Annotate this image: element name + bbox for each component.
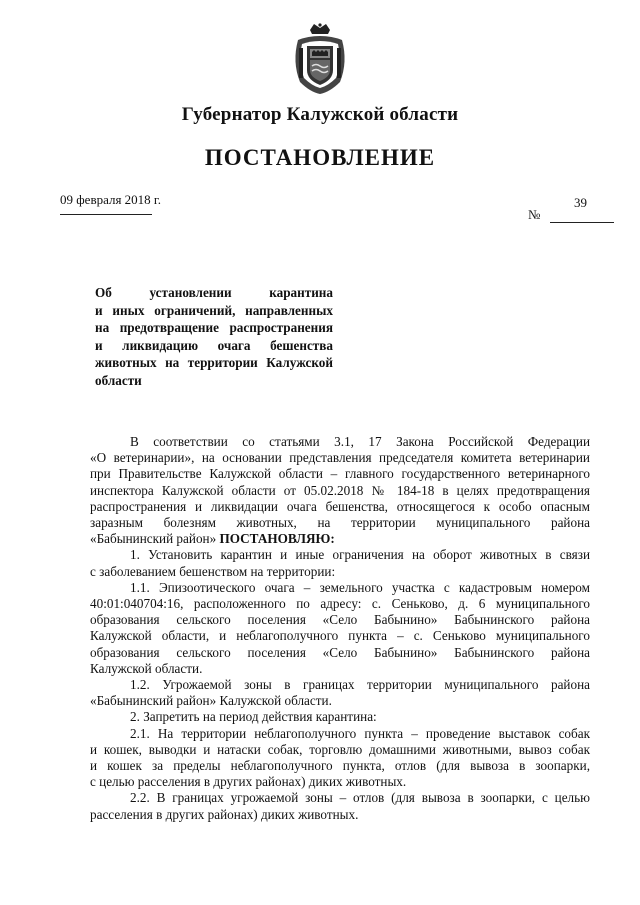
district-name: «Бабынинский район» xyxy=(90,531,217,547)
preamble-line xyxy=(90,531,590,547)
paragraph-line: образования сельского поселения «Село Бабынино» Бабынинского района xyxy=(90,644,590,660)
paragraph-line: и кошек, выводки и натаски собак, торговлю домашними животными, вывоз собак xyxy=(90,741,590,757)
preamble-line: В соответствии со статьями 3.1, 17 Закона Российской Федерации xyxy=(130,434,590,449)
paragraph-1-1 xyxy=(90,580,590,677)
preamble-line: инспектора Калужской области от 05.02.2018 № 184-18 в целях предотвращения xyxy=(90,482,590,498)
paragraph-line: 2.2. В границах угрожаемой зоны – отлов (для вывоза в зоопарки, с целью xyxy=(130,790,590,806)
paragraph-2-1 xyxy=(90,726,590,791)
paragraph-line: 2. Запретить на период действия карантина: xyxy=(130,709,377,725)
number-underline xyxy=(550,222,614,223)
coat-of-arms-icon xyxy=(290,22,350,96)
subject-line: и иных ограничений, направленных xyxy=(95,302,333,318)
decree-word: ПОСТАНОВЛЯЮ: xyxy=(219,531,335,547)
paragraph-line: и кошек за пределы неблагополучного пункта, отлов (для вывоза в зоопарки, xyxy=(90,758,590,774)
preamble xyxy=(90,434,590,547)
paragraph-2-2 xyxy=(90,790,590,822)
document-subject xyxy=(95,284,333,389)
paragraph-line: 40:01:040704:16, расположенного по адресу: с. Сеньково, д. 6 муниципального xyxy=(90,596,590,612)
subject-line: области xyxy=(95,372,142,388)
paragraph-line: 1.1. Эпизоотического очага – земельного участка с кадастровым номером xyxy=(130,579,590,595)
paragraph-line: 1. Установить карантин и иные ограничения на оборот животных в связи xyxy=(130,547,590,563)
preamble-line: распространения и ликвидации очага бешенства, относящегося к особо опасным xyxy=(90,498,590,514)
paragraph-line: 1.2. Угрожаемой зоны в границах территории муниципального района xyxy=(130,677,590,693)
preamble-line: заразным болезням животных, на территории муниципального района xyxy=(90,515,590,531)
paragraph-line: Калужской области. xyxy=(90,660,203,676)
paragraph-line: расселения в других районах) диких животных. xyxy=(90,806,359,822)
document-number: 39 xyxy=(574,195,587,210)
subject-line: Об установлении карантина xyxy=(95,285,333,300)
paragraph-line: «Бабынинский район» Калужской области. xyxy=(90,693,332,709)
paragraph-1-2 xyxy=(90,677,590,709)
paragraph-line: образования сельского поселения «Село Бабынино» Бабынинского района xyxy=(90,612,590,628)
document-body xyxy=(90,434,590,823)
paragraph-line: 2.1. На территории неблагополучного пункта – проведение выставок собак xyxy=(130,725,590,741)
subject-line: и ликвидацию очага бешенства xyxy=(95,337,333,353)
document-type: ПОСТАНОВЛЕНИЕ xyxy=(204,145,436,170)
number-label: № xyxy=(528,207,541,222)
paragraph-2 xyxy=(90,709,590,725)
paragraph-line: с заболеванием бешенством на территории: xyxy=(90,563,336,579)
issuing-authority: Губернатор Калужской области xyxy=(181,104,459,125)
preamble-line: при Правительстве Калужской области – главного государственного ветеринарного xyxy=(90,466,590,482)
paragraph-line: с целью расселения в других районах) диких животных. xyxy=(90,774,407,790)
paragraph-1 xyxy=(90,547,590,579)
subject-line: животных на территории Калужской xyxy=(95,355,333,370)
preamble-line: «О ветеринарии», на основании представления председателя комитета ветеринарии xyxy=(90,450,590,466)
subject-line: на предотвращение распространения xyxy=(95,320,333,335)
document-date: 09 февраля 2018 г. xyxy=(60,192,162,207)
date-underline xyxy=(60,214,152,215)
paragraph-line: Калужской области, и неблагополучного пункта – с. Сеньково муниципального xyxy=(90,628,590,644)
